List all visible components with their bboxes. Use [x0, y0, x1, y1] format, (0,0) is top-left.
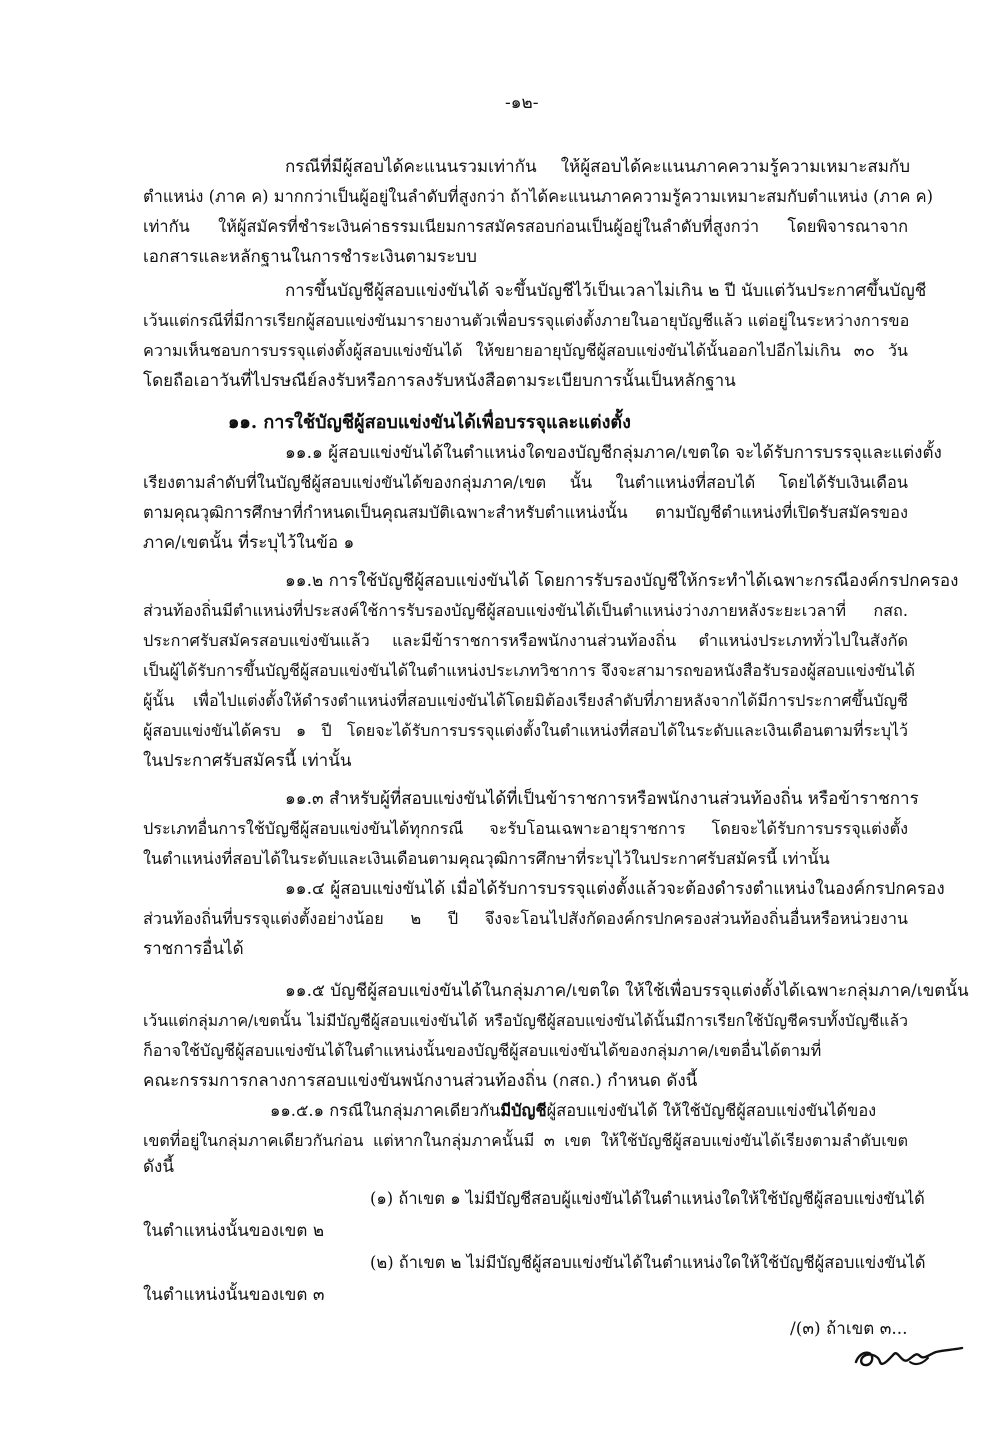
paragraph-line: ประกาศรับสมัครสอบแข่งขันแล้ว และมีข้าราชการหรือพนักงานส่วนท้องถิ่น ตำแหน่งประเภททั่วไปในสังกัด [143, 631, 908, 650]
paragraph-line: ความเห็นชอบการบรรจุแต่งตั้งผู้สอบแข่งขันได้ ให้ขยายอายุบัญชีผู้สอบแข่งขันได้นั้นออกไปอีกไม่เกิน ๓๐ วัน [143, 341, 908, 360]
paragraph-line: ผู้สอบแข่งขันได้ครบ ๑ ปี โดยจะได้รับการบรรจุแต่งตั้งในตำแหน่งที่สอบได้ในระดับและเงินเดือนตามที่ระบุไว้ [143, 721, 908, 740]
signature-mark [850, 1336, 970, 1376]
paragraph-line: กรณีที่มีผู้สอบได้คะแนนรวมเท่ากัน ให้ผู้สอบได้คะแนนภาคความรู้ความเหมาะสมกับ [285, 157, 910, 177]
paragraph-line: ๑๑.๒ การใช้บัญชีผู้สอบแข่งขันได้ โดยการรับรองบัญชีให้กระทำได้เฉพาะกรณีองค์กรปกครอง [285, 571, 959, 591]
section-heading: ๑๑. การใช้บัญชีผู้สอบแข่งขันได้เพื่อบรรจุและแต่งตั้ง [228, 412, 631, 433]
paragraph-line: ๑๑.๓ สำหรับผู้ที่สอบแข่งขันได้ที่เป็นข้าราชการหรือพนักงานส่วนท้องถิ่น หรือข้าราชการ [285, 789, 919, 809]
paragraph-line: เป็นผู้ได้รับการขึ้นบัญชีผู้สอบแข่งขันได้ในตำแหน่งประเภทวิชาการ จึงจะสามารถขอหนังสือรับรองผู้สอบแข่งขันได้ [143, 661, 915, 680]
paragraph-line: การขึ้นบัญชีผู้สอบแข่งขันได้ จะขึ้นบัญชีไว้เป็นเวลาไม่เกิน ๒ ปี นับแต่วันประกาศขึ้นบัญชี [285, 281, 927, 301]
paragraph-line: ส่วนท้องถิ่นมีตำแหน่งที่ประสงค์ใช้การรับรองบัญชีผู้สอบแข่งขันได้เป็นตำแหน่งว่างภายหลังระยะเวลาที่ กสถ. [143, 601, 908, 620]
paragraph-line: ๑๑.๔ ผู้สอบแข่งขันได้ เมื่อได้รับการบรรจุแต่งตั้งแล้วจะต้องดำรงตำแหน่งในองค์กรปกครอง [285, 879, 945, 899]
paragraph-line: เว้นแต่กลุ่มภาค/เขตนั้น ไม่มีบัญชีผู้สอบแข่งขันได้ หรือบัญชีผู้สอบแข่งขันได้นั้นมีการเรียกใช้บัญชีครบทั้งบัญชีแล้ว [143, 1011, 908, 1030]
list-item: (๒) ถ้าเขต ๒ ไม่มีบัญชีผู้สอบแข่งขันได้ในตำแหน่งใดให้ใช้บัญชีผู้สอบแข่งขันได้ [370, 1253, 926, 1272]
continuation-note: /(๓) ถ้าเขต ๓... [790, 1319, 908, 1339]
paragraph-line: ๑๑.๕ บัญชีผู้สอบแข่งขันได้ในกลุ่มภาค/เขตใด ให้ใช้เพื่อบรรจุแต่งตั้งได้เฉพาะกลุ่มภาค/เขตนั้น [285, 981, 969, 1001]
paragraph-line: เขตที่อยู่ในกลุ่มภาคเดียวกันก่อน แต่หากในกลุ่มภาคนั้นมี ๓ เขต ให้ใช้บัญชีผู้สอบแข่งขันได้เรียงตามลำดับเขต [143, 1131, 908, 1150]
emphasis-text: มีบัญชี [500, 1101, 547, 1120]
paragraph-line: เว้นแต่กรณีที่มีการเรียกผู้สอบแข่งขันมารายงานตัวเพื่อบรรจุแต่งตั้งภายในอายุบัญชีแล้ว แต่อยู่ในระหว่างการขอ [143, 311, 910, 330]
paragraph-line: ๑๑.๑ ผู้สอบแข่งขันได้ในตำแหน่งใดของบัญชีกลุ่มภาค/เขตใด จะได้รับการบรรจุและแต่งตั้ง [285, 443, 942, 463]
paragraph-line: ในตำแหน่งที่สอบได้ในระดับและเงินเดือนตามคุณวุฒิการศึกษาที่ระบุไว้ในประกาศรับสมัครนี้ เท่านั้น [143, 849, 830, 868]
page-number: -๑๒- [505, 93, 539, 113]
paragraph-line: ดังนี้ [143, 1157, 174, 1177]
text-run: ๑๑.๕.๑ กรณีในกลุ่มภาคเดียวกัน [270, 1101, 501, 1120]
paragraph-line: เอกสารและหลักฐานในการชำระเงินตามระบบ [143, 247, 477, 267]
paragraph-line: คณะกรรมการกลางการสอบแข่งขันพนักงานส่วนท้องถิ่น (กสถ.) กำหนด ดังนี้ [143, 1071, 698, 1091]
list-item-continuation: ในตำแหน่งนั้นของเขต ๒ [143, 1221, 325, 1241]
text-run: ผู้สอบแข่งขันได้ ให้ใช้บัญชีผู้สอบแข่งขันได้ของ [546, 1101, 877, 1120]
paragraph-line: ราชการอื่นได้ [143, 939, 244, 959]
list-item: (๑) ถ้าเขต ๑ ไม่มีบัญชีสอบผู้แข่งขันได้ในตำแหน่งใดให้ใช้บัญชีผู้สอบแข่งขันได้ [370, 1189, 925, 1208]
paragraph-line: เท่ากัน ให้ผู้สมัครที่ชำระเงินค่าธรรมเนียมการสมัครสอบก่อนเป็นผู้อยู่ในลำดับที่สูงกว่า โดยพิจารณาจาก [143, 217, 908, 236]
paragraph-line: ส่วนท้องถิ่นที่บรรจุแต่งตั้งอย่างน้อย ๒ ปี จึงจะโอนไปสังกัดองค์กรปกครองส่วนท้องถิ่นอื่นหรือหน่วยงาน [143, 909, 908, 928]
paragraph-line: ในประกาศรับสมัครนี้ เท่านั้น [143, 751, 352, 771]
list-item-continuation: ในตำแหน่งนั้นของเขต ๓ [143, 1285, 325, 1305]
paragraph-line: ภาค/เขตนั้น ที่ระบุไว้ในข้อ ๑ [143, 533, 355, 553]
paragraph-line: โดยถือเอาวันที่ไปรษณีย์ลงรับหรือการลงรับหนังสือตามระเบียบการนั้นเป็นหลักฐาน [143, 371, 736, 391]
paragraph-line: ตามคุณวุฒิการศึกษาที่กำหนดเป็นคุณสมบัติเฉพาะสำหรับตำแหน่งนั้น ตามบัญชีตำแหน่งที่เปิดรับสมัครของ [143, 503, 908, 522]
paragraph-line [270, 1096, 876, 1126]
paragraph-line: ก็อาจใช้บัญชีผู้สอบแข่งขันได้ในตำแหน่งนั้นของบัญชีผู้สอบแข่งขันได้ของกลุ่มภาค/เขตอื่นได้ตามที่ [143, 1041, 822, 1060]
paragraph-line: ผู้นั้น เพื่อไปแต่งตั้งให้ดำรงตำแหน่งที่สอบแข่งขันได้โดยมิต้องเรียงลำดับที่ภายหลังจากได้มีการประกาศขึ้นบัญชี [143, 691, 908, 710]
paragraph-line: ตำแหน่ง (ภาค ค) มากกว่าเป็นผู้อยู่ในลำดับที่สูงกว่า ถ้าได้คะแนนภาคความรู้ความเหมาะสมกับตำแหน่ง (ภาค ค) [143, 187, 933, 206]
paragraph-line: ประเภทอื่นการใช้บัญชีผู้สอบแข่งขันได้ทุกกรณี จะรับโอนเฉพาะอายุราชการ โดยจะได้รับการบรรจุแต่งตั้ง [143, 819, 908, 838]
paragraph-line: เรียงตามลำดับที่ในบัญชีผู้สอบแข่งขันได้ของกลุ่มภาค/เขต นั้น ในตำแหน่งที่สอบได้ โดยได้รับเงินเดือน [143, 473, 908, 492]
